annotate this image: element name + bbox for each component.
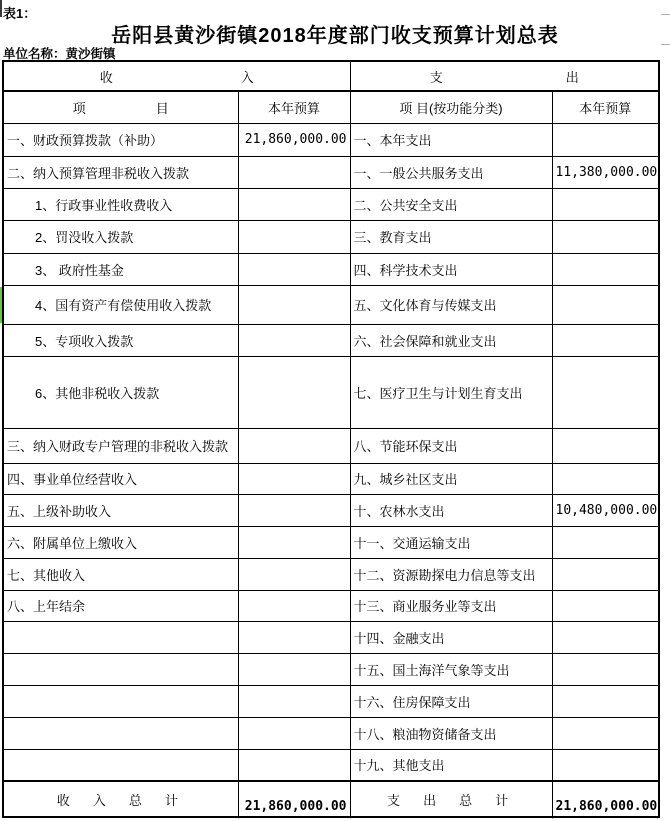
income-value-cell bbox=[238, 494, 350, 526]
expense-item-cell: 十三、商业服务业等支出 bbox=[350, 590, 552, 621]
table-row bbox=[3, 494, 659, 526]
income-item-cell bbox=[3, 653, 238, 685]
table-row bbox=[3, 324, 659, 356]
income-value-cell bbox=[238, 685, 350, 717]
table-row bbox=[3, 653, 659, 685]
total-row bbox=[3, 781, 659, 817]
income-value-cell bbox=[238, 156, 350, 188]
income-value-cell bbox=[238, 717, 350, 749]
expense-total-label: 支 出 总 计 bbox=[350, 781, 552, 817]
budget-table bbox=[2, 60, 660, 818]
sheet-label: 表1： bbox=[3, 6, 37, 21]
expense-value-cell bbox=[552, 590, 659, 621]
income-item-cell: 四、事业单位经营收入 bbox=[3, 463, 238, 494]
expense-budget-column-header: 本年预算 bbox=[552, 91, 659, 123]
expense-item-cell: 十九、其他支出 bbox=[350, 749, 552, 781]
income-value-cell bbox=[238, 188, 350, 220]
gridline-stub-right-1 bbox=[661, 14, 670, 15]
income-item-cell: 5、专项收入拨款 bbox=[3, 324, 238, 356]
expense-value-cell bbox=[552, 558, 659, 590]
income-value-cell bbox=[238, 621, 350, 653]
income-item-cell: 4、国有资产有偿使用收入拨款 bbox=[3, 285, 238, 324]
expense-value-cell bbox=[552, 463, 659, 494]
table-row bbox=[3, 253, 659, 285]
expense-value-cell bbox=[552, 285, 659, 324]
table-row bbox=[3, 463, 659, 494]
expense-value-cell bbox=[552, 717, 659, 749]
expense-value-cell bbox=[552, 220, 659, 253]
expense-item-cell: 四、科学技术支出 bbox=[350, 253, 552, 285]
expense-item-cell: 一、本年支出 bbox=[350, 123, 552, 156]
expense-item-cell: 三、教育支出 bbox=[350, 220, 552, 253]
income-item-cell bbox=[3, 749, 238, 781]
gridline-stub-top-left bbox=[0, 0, 2, 17]
expense-char-2: 出 bbox=[565, 69, 579, 85]
page-title: 岳阳县黄沙街镇2018年度部门收支预算计划总表 bbox=[111, 25, 559, 47]
table-row bbox=[3, 285, 659, 324]
expense-item-cell: 九、城乡社区支出 bbox=[350, 463, 552, 494]
income-item-cell bbox=[3, 685, 238, 717]
expense-item-cell: 十五、国土海洋气象等支出 bbox=[350, 653, 552, 685]
expense-item-cell: 一、一般公共服务支出 bbox=[350, 156, 552, 188]
expense-item-cell: 十、农林水支出 bbox=[350, 494, 552, 526]
expense-item-cell: 七、医疗卫生与计划生育支出 bbox=[350, 356, 552, 428]
income-item-cell: 三、纳入财政专户管理的非税收入拨款 bbox=[3, 428, 238, 463]
income-value-cell bbox=[238, 220, 350, 253]
expense-value-cell bbox=[552, 749, 659, 781]
income-item-cell: 八、上年结余 bbox=[3, 590, 238, 621]
expense-value-cell bbox=[552, 621, 659, 653]
table-row bbox=[3, 356, 659, 428]
income-header-text bbox=[7, 67, 347, 86]
income-item-cell bbox=[3, 717, 238, 749]
income-value-cell bbox=[238, 653, 350, 685]
table-row bbox=[3, 590, 659, 621]
expense-value-cell bbox=[552, 188, 659, 220]
table-row bbox=[3, 621, 659, 653]
expense-value-cell bbox=[552, 253, 659, 285]
table-header-row-1 bbox=[3, 61, 659, 91]
expense-item-cell: 五、文化体育与传媒支出 bbox=[350, 285, 552, 324]
expense-item-cell: 八、节能环保支出 bbox=[350, 428, 552, 463]
income-item-cell: 五、上级补助收入 bbox=[3, 494, 238, 526]
item-char-2: 目 bbox=[155, 100, 169, 116]
income-item-cell: 2、罚没收入拨款 bbox=[3, 220, 238, 253]
table-header-row-2 bbox=[3, 91, 659, 123]
table-row bbox=[3, 685, 659, 717]
expense-value-cell bbox=[552, 356, 659, 428]
table-row bbox=[3, 749, 659, 781]
income-char-1: 收 bbox=[99, 69, 113, 85]
expense-char-1: 支 bbox=[429, 69, 443, 85]
expense-item-cell: 十一、交通运输支出 bbox=[350, 526, 552, 558]
expense-value-cell bbox=[552, 324, 659, 356]
expense-item-cell: 十八、粮油物资储备支出 bbox=[350, 717, 552, 749]
income-section-header bbox=[3, 61, 350, 91]
table-row bbox=[3, 717, 659, 749]
income-char-2: 入 bbox=[240, 69, 254, 85]
expense-total-value: 21,860,000.00 bbox=[552, 781, 659, 817]
income-item-cell: 一、财政预算拨款（补助） bbox=[3, 123, 238, 156]
item-char-1: 项 bbox=[72, 100, 86, 116]
income-value-cell bbox=[238, 526, 350, 558]
table-row bbox=[3, 220, 659, 253]
income-item-column-header bbox=[3, 91, 238, 123]
table-row bbox=[3, 156, 659, 188]
expense-value-cell bbox=[552, 653, 659, 685]
income-total-label: 收 入 总 计 bbox=[3, 781, 238, 817]
unit-name-label: 单位名称：黄沙街镇 bbox=[3, 47, 116, 61]
table-row bbox=[3, 123, 659, 156]
expense-header-text bbox=[354, 67, 656, 86]
income-value-cell bbox=[238, 324, 350, 356]
income-value-cell bbox=[238, 463, 350, 494]
income-value-cell bbox=[238, 356, 350, 428]
expense-item-cell: 十六、住房保障支出 bbox=[350, 685, 552, 717]
income-value-cell bbox=[238, 749, 350, 781]
expense-value-cell: 10,480,000.00 bbox=[552, 494, 659, 526]
income-item-cell: 二、纳入预算管理非税收入拨款 bbox=[3, 156, 238, 188]
expense-item-cell: 十四、金融支出 bbox=[350, 621, 552, 653]
expense-item-cell: 二、公共安全支出 bbox=[350, 188, 552, 220]
income-total-value: 21,860,000.00 bbox=[238, 781, 350, 817]
income-value-cell bbox=[238, 428, 350, 463]
income-value-cell bbox=[238, 558, 350, 590]
expense-value-cell bbox=[552, 428, 659, 463]
income-budget-column-header: 本年预算 bbox=[238, 91, 350, 123]
expense-value-cell bbox=[552, 526, 659, 558]
income-item-cell: 七、其他收入 bbox=[3, 558, 238, 590]
expense-value-cell bbox=[552, 685, 659, 717]
table-row bbox=[3, 526, 659, 558]
table-row bbox=[3, 188, 659, 220]
expense-item-cell: 六、社会保障和就业支出 bbox=[350, 324, 552, 356]
income-value-cell bbox=[238, 590, 350, 621]
income-item-cell: 6、其他非税收入拨款 bbox=[3, 356, 238, 428]
income-item-cell bbox=[3, 621, 238, 653]
expense-value-cell: 11,380,000.00 bbox=[552, 156, 659, 188]
income-value-cell bbox=[238, 285, 350, 324]
income-item-cell: 六、附属单位上缴收入 bbox=[3, 526, 238, 558]
expense-section-header bbox=[350, 61, 659, 91]
table-row bbox=[3, 428, 659, 463]
income-value-cell bbox=[238, 253, 350, 285]
table-row bbox=[3, 558, 659, 590]
income-value-cell: 21,860,000.00 bbox=[238, 123, 350, 156]
expense-value-cell bbox=[552, 123, 659, 156]
income-item-cell: 1、行政事业性收费收入 bbox=[3, 188, 238, 220]
expense-item-column-header: 项 目(按功能分类) bbox=[350, 91, 552, 123]
income-item-cell: 3、 政府性基金 bbox=[3, 253, 238, 285]
expense-item-cell: 十二、资源勘探电力信息等支出 bbox=[350, 558, 552, 590]
